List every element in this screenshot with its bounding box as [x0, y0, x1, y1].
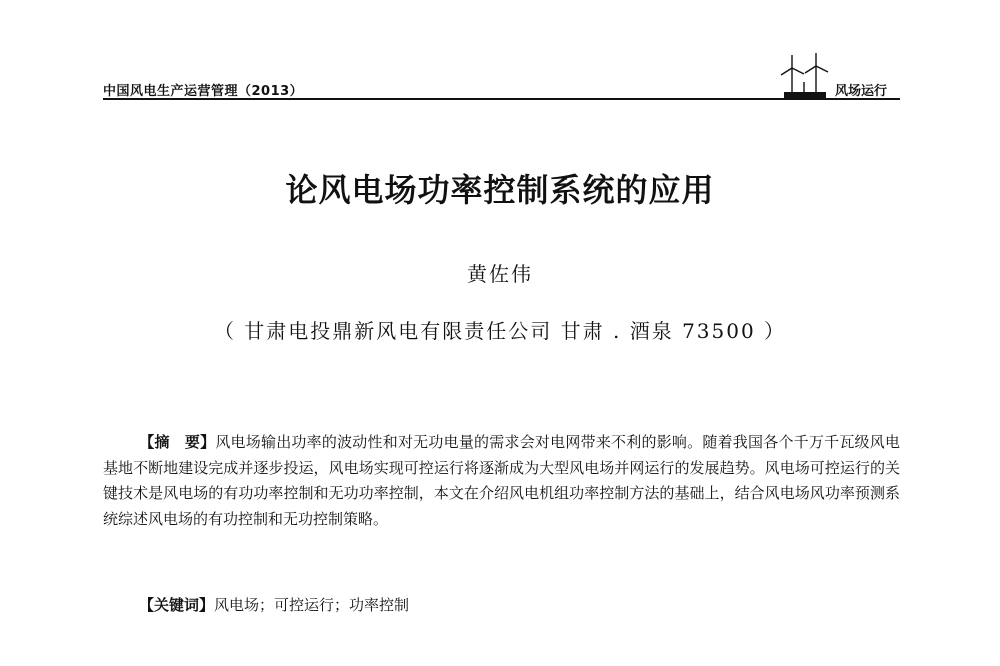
keywords [103, 594, 900, 615]
author-name: 黄佐伟 [467, 262, 533, 286]
keywords-label: 【关键词】 [139, 596, 215, 614]
abstract-label: 【摘 要】 [139, 433, 216, 451]
abstract-text: 风电场输出功率的波动性和对无功电量的需求会对电网带来不利的影响。随着我国各个千万千瓦级风电基地不断地建设完成并逐步投运，风电场实现可控运行将逐渐成为大型风电场并网运行的发展趋势。风电场可控运行的关键技术是风电场的有功功率控制和无功功率控制，本文在介绍风电机组功率控制方法的基础上，结合风电场风功率预测系统综述风电场的有功控制和无功控制策略。 [103, 433, 900, 528]
author-affiliation: （ 甘肃电投鼎新风电有限责任公司 甘肃 . 酒泉 73500 ） [213, 319, 787, 343]
header-rule [103, 98, 900, 100]
running-header-journal: 中国风电生产运营管理（2013） [103, 84, 304, 99]
keywords-text: 风电场；可控运行；功率控制 [214, 596, 410, 614]
wind-turbine-icon [776, 52, 832, 100]
running-header-section: 风场运行 [835, 84, 888, 99]
paper-title: 论风电场功率控制系统的应用 [285, 171, 715, 209]
abstract [103, 430, 900, 532]
